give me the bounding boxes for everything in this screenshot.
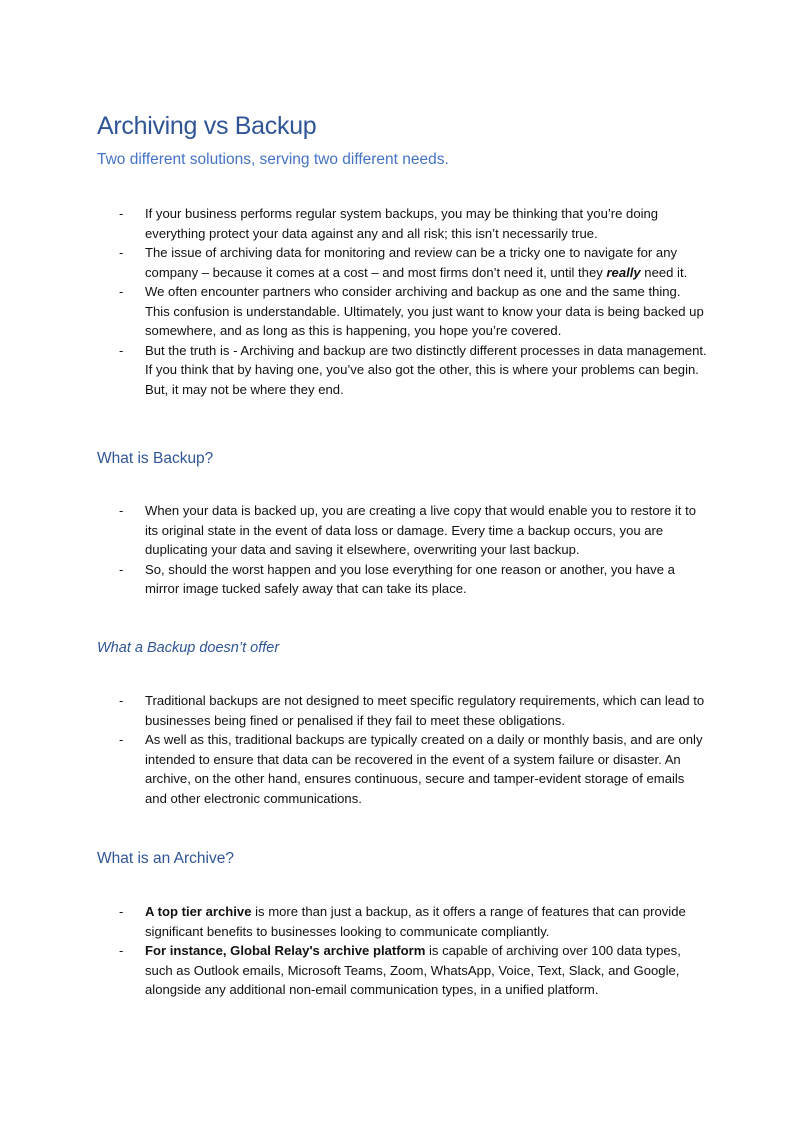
section-heading-archive: What is an Archive? bbox=[97, 850, 234, 867]
list-item bbox=[0, 204, 800, 243]
list-item bbox=[0, 560, 800, 599]
bullet-dash: - bbox=[119, 206, 124, 221]
backup-list bbox=[0, 501, 800, 599]
list-item bbox=[0, 243, 800, 282]
section-heading-not-offer: What a Backup doesn’t offer bbox=[97, 640, 280, 656]
list-item-text: The issue of archiving data for monitoring and review can be a tricky one to navigate for any company – because it comes at a cost – and most firms don’t need it, until they bbox=[145, 245, 678, 280]
page-title: Archiving vs Backup bbox=[97, 112, 317, 140]
list-item-text: But the truth is - Archiving and backup are two distinctly different processes in data management. If you think that by having one, you’ve also got the other, this is where your problems can begin. But, it may not be where they end. bbox=[145, 342, 707, 397]
list-item bbox=[0, 941, 800, 1000]
list-item-text: Traditional backups are not designed to meet specific regulatory requirements, which can lead to businesses being fined or penalised if they fail to meet these obligations. bbox=[145, 693, 705, 728]
list-item-text: So, should the worst happen and you lose everything for one reason or another, you have a mirror image tucked safely away that can take its place. bbox=[145, 561, 675, 596]
bullet-dash: - bbox=[119, 342, 124, 358]
list-item-text: If your business performs regular system backups, you may be thinking that you’re doing everything protect your data against any and all risk; this isn’t necessarily true. bbox=[145, 206, 659, 241]
list-item bbox=[0, 691, 800, 730]
bullet-dash: - bbox=[119, 732, 124, 747]
bold-lead-text: For instance, Global Relay's archive platform bbox=[145, 943, 426, 958]
list-item bbox=[0, 730, 800, 808]
emphasis-text: really bbox=[606, 264, 641, 280]
archive-list bbox=[0, 902, 800, 1000]
list-item bbox=[0, 282, 800, 341]
not-offer-list bbox=[0, 691, 800, 808]
list-item-text: We often encounter partners who consider archiving and backup as one and the same thing. This confusion is understandable. Ultimately, you just want to know your data is being backed up somewhere, and as long as this is happening, you hope you’re covered. bbox=[145, 284, 704, 338]
list-item-text: When your data is backed up, you are creating a live copy that would enable you to restore it to its original state in the event of data loss or damage. Every time a backup occurs, you are duplicating your data and saving it elsewhere, overwriting your last backup. bbox=[145, 503, 696, 557]
list-item bbox=[0, 341, 800, 400]
bullet-dash: - bbox=[119, 904, 124, 919]
bold-lead-text: A top tier archive bbox=[145, 904, 252, 919]
list-item-text: is capable of archiving over 100 data types, such as Outlook emails, Microsoft Teams, Zoom, WhatsApp, Voice, Text, Slack, and Google, alongside any additional non-email communication types, in a unified platform. bbox=[145, 943, 681, 997]
bullet-dash: - bbox=[119, 284, 124, 299]
section-heading-backup: What is Backup? bbox=[97, 450, 214, 467]
page-subtitle: Two different solutions, serving two different needs. bbox=[97, 151, 449, 168]
list-item-text: is more than just a backup, as it offers a range of features that can provide significant benefits to businesses looking to communicate compliantly. bbox=[145, 904, 686, 939]
bullet-dash: - bbox=[119, 561, 124, 577]
intro-list bbox=[0, 204, 800, 399]
bullet-dash: - bbox=[119, 245, 124, 260]
bullet-dash: - bbox=[119, 693, 124, 708]
list-item-text: As well as this, traditional backups are typically created on a daily or monthly basis, and are only intended to ensure that data can be recovered in the event of a system failure or disaster. An archive, on the other hand, ensures continuous, secure and tamper-evident storage of emails and other electronic communications. bbox=[145, 732, 703, 806]
list-item bbox=[0, 902, 800, 941]
bullet-dash: - bbox=[119, 503, 124, 518]
bullet-dash: - bbox=[119, 943, 124, 958]
list-item-text-tail: need it. bbox=[640, 264, 688, 280]
list-item bbox=[0, 501, 800, 560]
